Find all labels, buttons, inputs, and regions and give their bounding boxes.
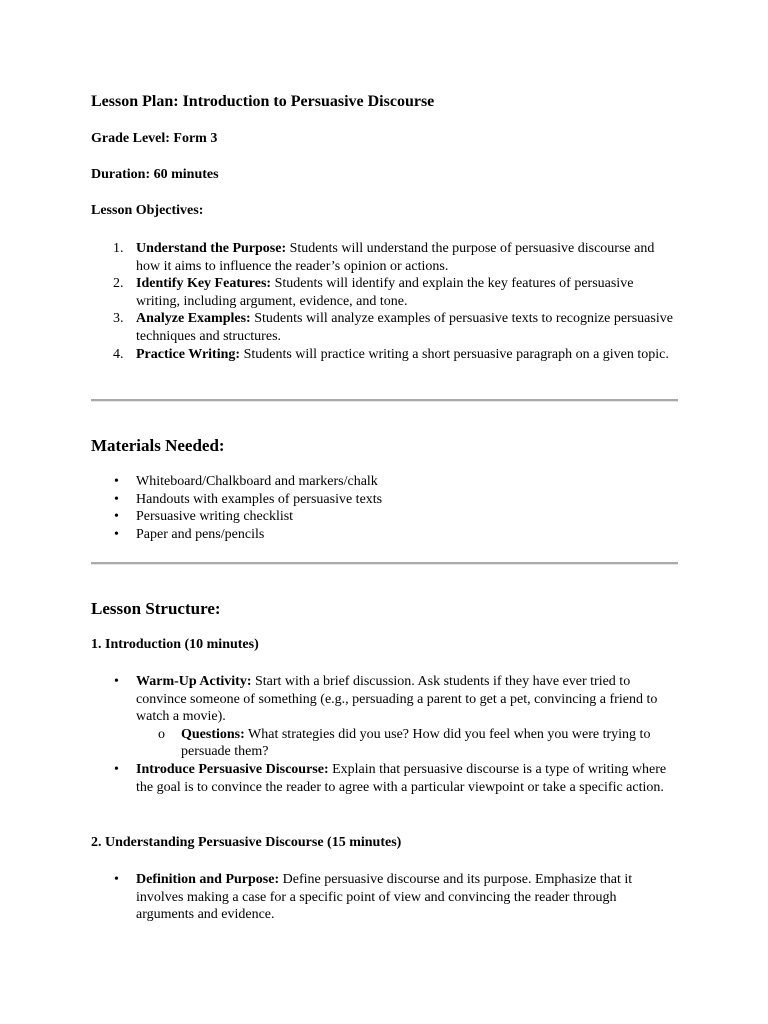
definition-text: Define persuasive discourse and its purpose. Emphasize that it involves making a case for a specific point of view and convincing the reader through arguments and evidence. xyxy=(136,872,633,923)
objective-text: Students will identify and explain the key features of persuasive writing, including argument, evidence, and tone. xyxy=(136,276,634,309)
material-text: Paper and pens/pencils xyxy=(136,526,265,542)
warmup-text: Start with a brief discussion. Ask students if they have ever tried to convince someone of something (e.g., persuading a parent to get a pet, convincing a friend to watch a movie). xyxy=(136,674,658,725)
objective-text: Students will practice writing a short persuasive paragraph on a given topic. xyxy=(240,346,669,362)
introduction-list xyxy=(91,673,678,796)
materials-heading: Materials Needed: xyxy=(91,436,225,455)
list-item xyxy=(91,491,678,509)
list-number: 1. xyxy=(113,241,124,256)
objective-label: Understand the Purpose: xyxy=(136,241,287,256)
horizontal-divider xyxy=(91,562,678,565)
objective-text: Students will analyze examples of persuasive texts to recognize persuasive techniques and structures. xyxy=(136,311,673,344)
list-number: 3. xyxy=(113,311,124,327)
list-number: 2. xyxy=(113,276,124,292)
bullet-icon: • xyxy=(114,872,119,887)
grade-level: Grade Level: Form 3 xyxy=(91,131,218,146)
bullet-icon: • xyxy=(114,491,119,507)
bullet-icon: • xyxy=(114,674,119,689)
bullet-icon: • xyxy=(114,509,119,525)
questions-sublist xyxy=(136,726,678,761)
list-number: 4. xyxy=(113,346,124,362)
objective-text: Students will understand the purpose of persuasive discourse and how it aims to influence the reader’s opinion or actions. xyxy=(136,241,655,274)
introduce-text: Explain that persuasive discourse is a type of writing where the goal is to convince the reader to agree with a particular viewpoint or take a specific action. xyxy=(136,761,667,795)
definition-label: Definition and Purpose: xyxy=(136,872,280,887)
objectives-list xyxy=(91,240,678,363)
material-text: Handouts with examples of persuasive texts xyxy=(136,491,383,507)
list-item xyxy=(91,761,678,796)
objective-label: Identify Key Features: xyxy=(136,276,272,292)
objectives-heading: Lesson Objectives: xyxy=(91,203,204,218)
objective-label: Practice Writing: xyxy=(136,346,241,362)
questions-text: What strategies did you use? How did you feel when you were trying to persuade them? xyxy=(181,726,651,760)
material-text: Whiteboard/Chalkboard and markers/chalk xyxy=(136,474,378,489)
list-item xyxy=(91,508,678,526)
objective-item xyxy=(91,275,678,310)
objective-item xyxy=(91,310,678,345)
introduce-label: Introduce Persuasive Discourse: xyxy=(136,761,329,777)
duration: Duration: 60 minutes xyxy=(91,167,219,182)
sub-list-item xyxy=(136,726,678,761)
understanding-list xyxy=(91,871,678,924)
circle-bullet-icon: o xyxy=(158,726,165,742)
objective-label: Analyze Examples: xyxy=(136,311,251,327)
structure-heading: Lesson Structure: xyxy=(91,599,221,618)
list-item xyxy=(91,871,678,924)
materials-list xyxy=(91,473,678,543)
bullet-icon: • xyxy=(114,761,119,777)
document-title: Lesson Plan: Introduction to Persuasive Discourse xyxy=(91,93,435,110)
objective-item xyxy=(91,346,678,364)
list-item xyxy=(91,526,678,544)
section-1-title: 1. Introduction (10 minutes) xyxy=(91,637,259,652)
horizontal-divider xyxy=(91,399,678,402)
bullet-icon: • xyxy=(114,474,119,489)
questions-label: Questions: xyxy=(181,726,245,742)
bullet-icon: • xyxy=(114,526,119,542)
section-2-title: 2. Understanding Persuasive Discourse (15 minutes) xyxy=(91,835,402,850)
list-item xyxy=(91,673,678,761)
warmup-label: Warm-Up Activity: xyxy=(136,674,252,689)
material-text: Persuasive writing checklist xyxy=(136,509,294,525)
objective-item xyxy=(91,240,678,275)
list-item xyxy=(91,473,678,491)
